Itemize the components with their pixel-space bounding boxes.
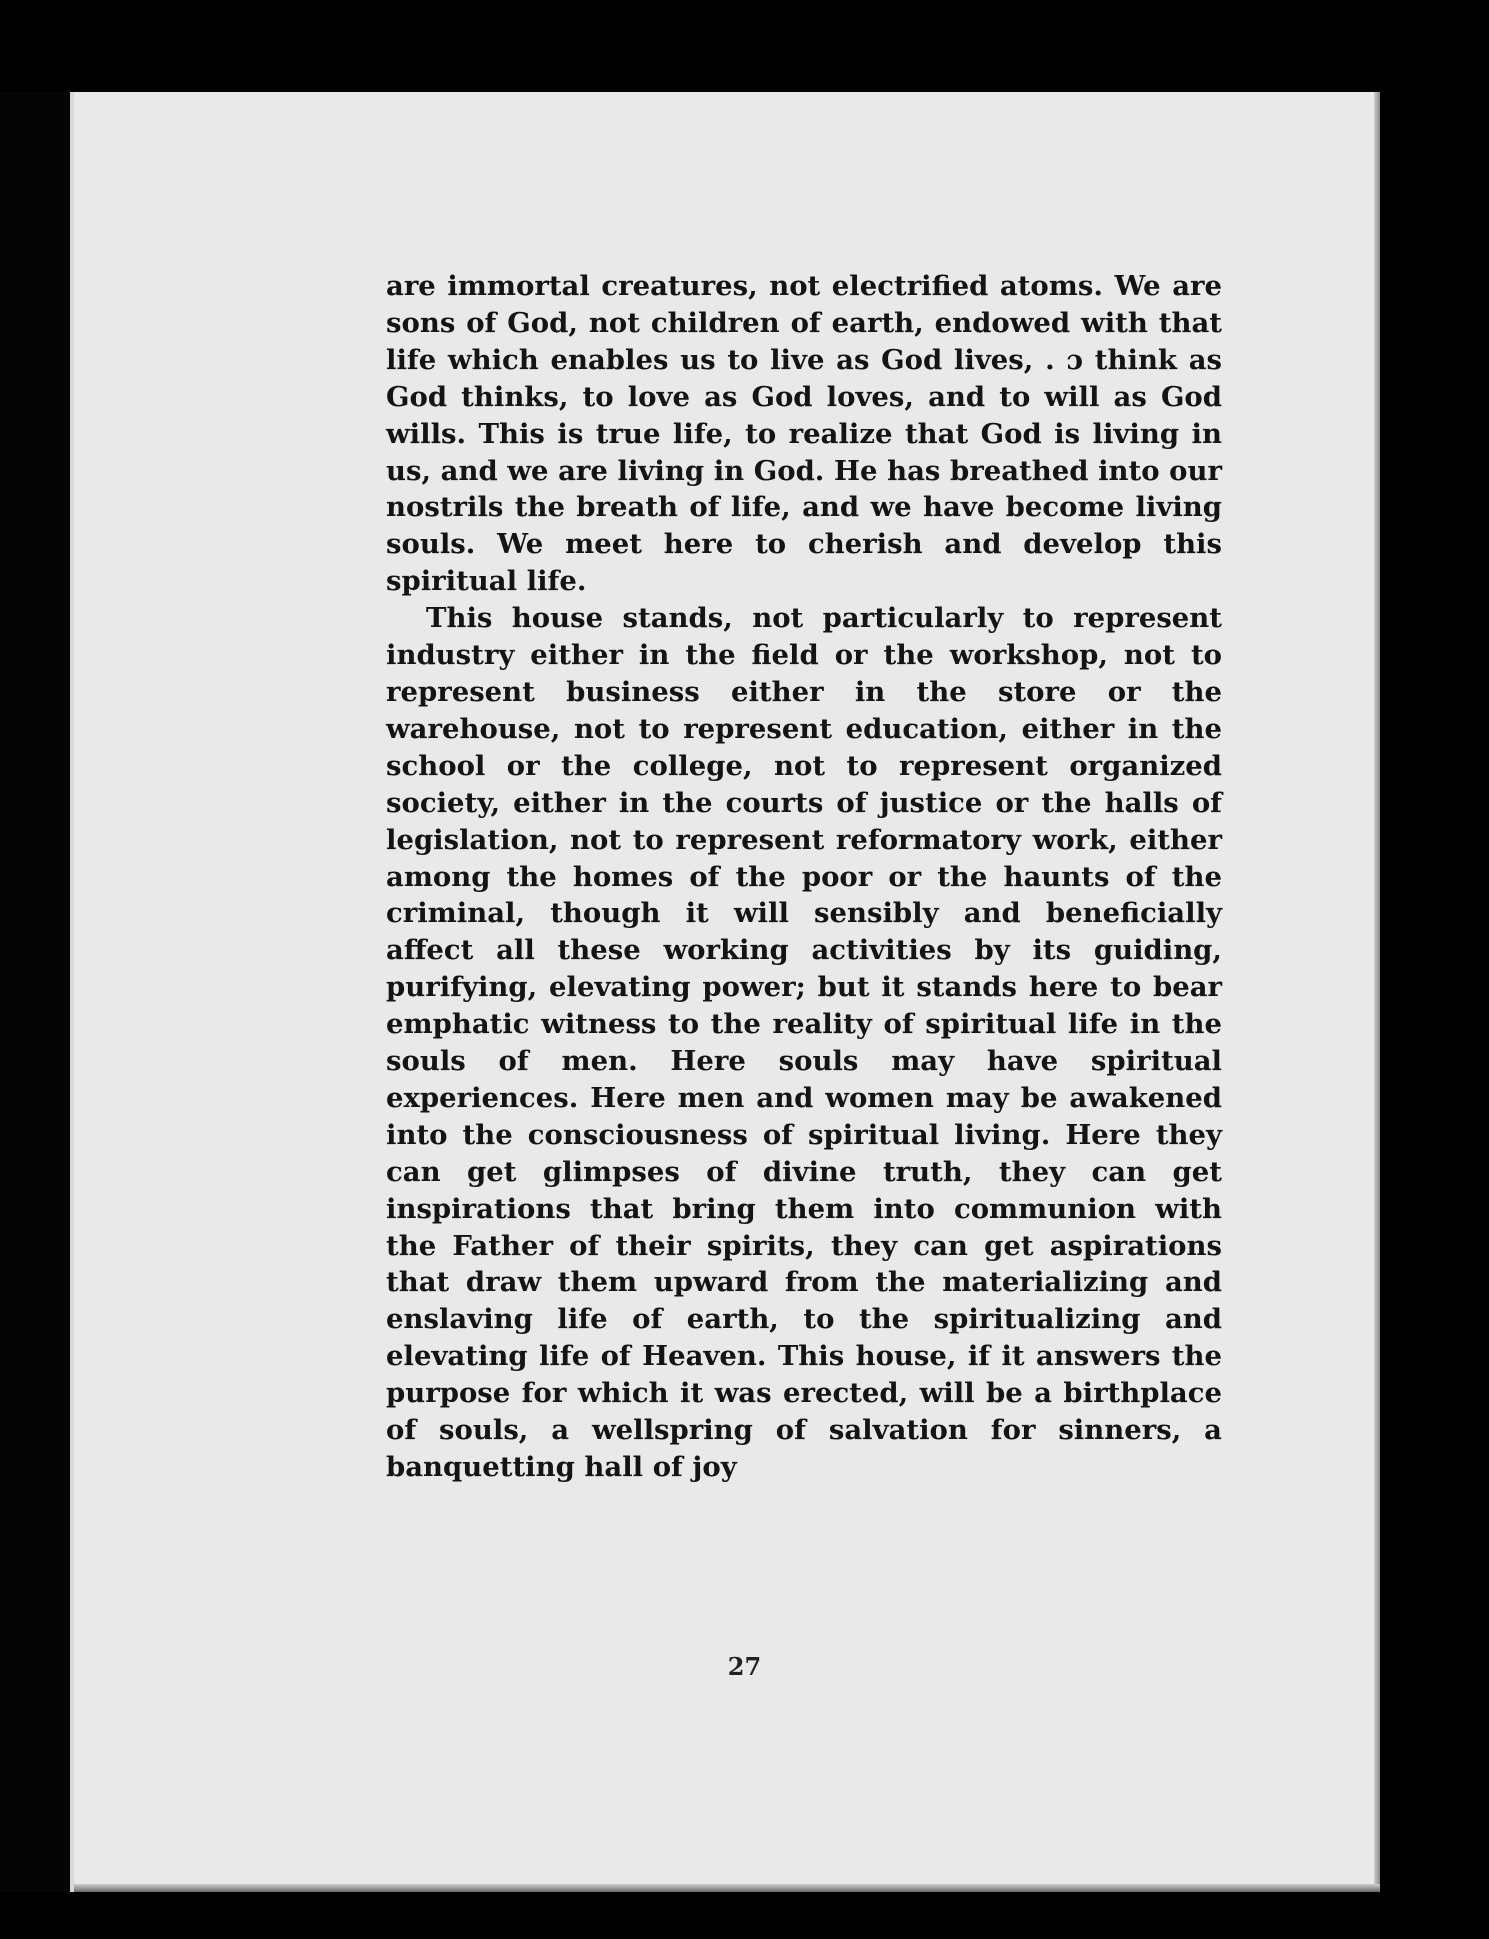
body-text	[386, 268, 1222, 1486]
paragraph-1: are immortal creatures, not electrified atoms. We are sons of God, not children of earth, endowed with that life which enables us to live as God lives, . ɔ think as God thinks, to love as God loves, and to will as God wills. This is true life, to realize that God is living in us, and we are living in God. He has breathed into our nostrils the breath of life, and we have become living souls. We meet here to cherish and develop this spiritual life.	[386, 270, 1222, 598]
page-number: 27	[727, 1652, 762, 1681]
paragraph-2: This house stands, not particularly to represent industry either in the field or the workshop, not to represent business either in the store or the warehouse, not to represent education, either in the school or the college, not to represent organized society, either in the courts of justice or the halls of legislation, not to represent reformatory work, either among the homes of the poor or the haunts of the criminal, though it will sensibly and beneficially affect all these working activities by its guiding, purifying, elevating power; but it stands here to bear emphatic witness to the reality of spiritual life in the souls of men. Here souls may have spiritual experiences. Here men and women may be awakened into the consciousness of spiritual living. Here they can get glimpses of divine truth, they can get inspirations that bring them into communion with the Father of their spirits, they can get aspirations that draw them upward from the materializing and enslaving life of earth, to the spiritualizing and elevating life of Heaven. This house, if it answers the purpose for which it was erected, will be a birthplace of souls, a wellspring of salvation for sinners, a banquetting hall of joy	[386, 602, 1222, 1483]
page-edge-shadow-right	[1374, 92, 1380, 1892]
page-edge-shadow-bottom	[74, 1884, 1380, 1892]
facing-page-edge	[0, 92, 74, 1892]
